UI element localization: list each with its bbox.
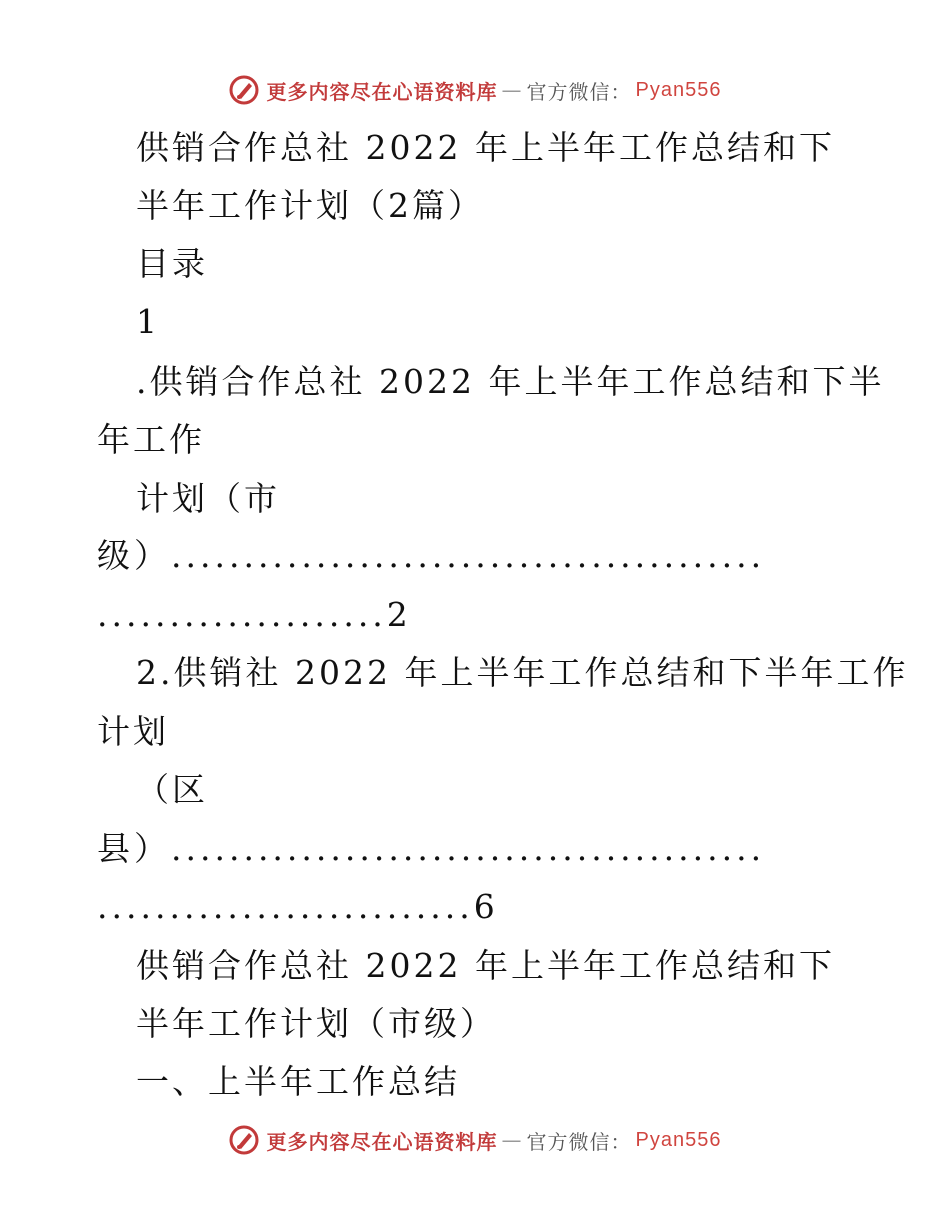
header-wechat-id: Pyan556 xyxy=(635,78,722,101)
toc-heading: 目录 xyxy=(136,244,208,283)
toc-item-1-line-4[interactable]: 级）......................................... xyxy=(97,536,766,575)
section-title-line-1: 供销合作总社 2022 年上半年工作总结和下 xyxy=(136,946,835,985)
doc-title-line-1: 供销合作总社 2022 年上半年工作总结和下 xyxy=(136,128,835,167)
footer-wechat-id: Pyan556 xyxy=(635,1128,722,1151)
section-heading: 一、上半年工作总结 xyxy=(136,1062,460,1101)
section-title-line-2: 半年工作计划（市级） xyxy=(136,1004,496,1043)
toc-item-2-line-1[interactable]: 2.供销社 2022 年上半年工作总结和下半年工作 xyxy=(136,653,909,692)
toc-item-2-line-4[interactable]: 县）......................................... xyxy=(97,829,766,868)
doc-title-line-2: 半年工作计划（2篇） xyxy=(136,186,484,225)
toc-item-1-line-2[interactable]: 年工作 xyxy=(97,420,205,459)
footer-site-text: 更多内容尽在心语资料库 xyxy=(266,1129,498,1154)
toc-item-2-line-2[interactable]: 计划 xyxy=(97,712,169,751)
footer-dash: — xyxy=(501,1128,523,1152)
toc-item-1-page[interactable]: ....................2 xyxy=(97,595,412,634)
pen-logo-icon xyxy=(229,75,259,105)
toc-item-2-page[interactable]: ..........................6 xyxy=(97,887,499,926)
pen-logo-icon xyxy=(229,1125,259,1155)
footer-wechat-label: 官方微信： xyxy=(526,1129,632,1154)
toc-item-1-line-1[interactable]: .供销合作总社 2022 年上半年工作总结和下半 xyxy=(136,362,885,401)
header-site-text: 更多内容尽在心语资料库 xyxy=(266,79,498,104)
footer-banner xyxy=(0,1120,950,1160)
header-dash: — xyxy=(501,78,523,102)
header-wechat-label: 官方微信： xyxy=(526,79,632,104)
toc-item-1-line-3[interactable]: 计划（市 xyxy=(136,479,280,518)
toc-item-1-number: 1 xyxy=(136,302,160,341)
header-banner xyxy=(0,70,950,110)
toc-item-2-line-3[interactable]: （区 xyxy=(136,770,208,809)
